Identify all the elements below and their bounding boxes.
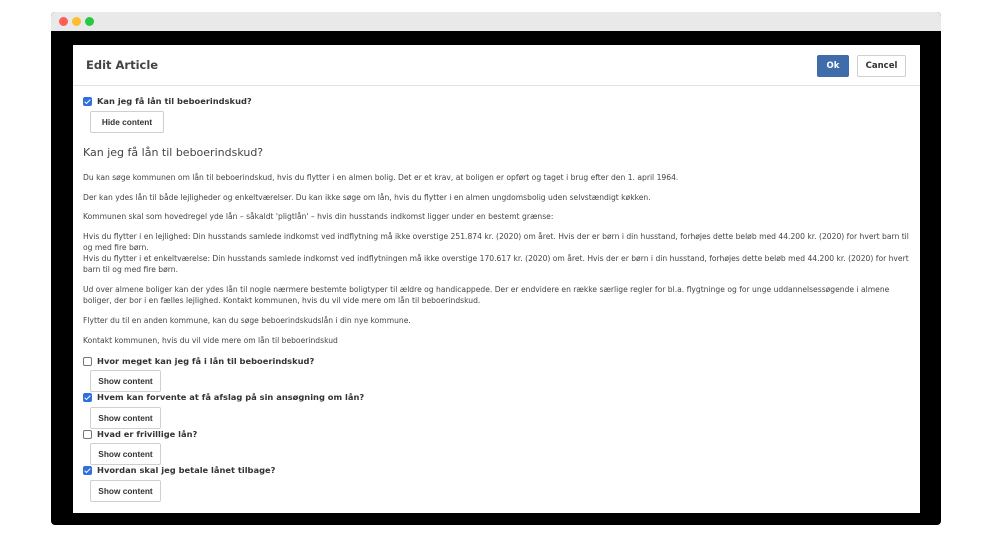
content-heading: Kan jeg få lån til beboerindskud? bbox=[83, 146, 264, 159]
content-paragraph: Ud over almene boliger kan der ydes lån til nogle nærmere bestemte boligtyper til ældre og handicappede. Der er endvidere en række særlige regler for bl.a. flygtninge og for unge uddannelsessøgende i almene boliger, der bor i en fælles lejlighed. Kontakt kommunen, hvis du vil vide mere om lån til beboerindskud. bbox=[83, 285, 890, 305]
section-question: Kan jeg få lån til beboerindskud? bbox=[97, 96, 252, 106]
section-checkbox[interactable] bbox=[83, 466, 92, 475]
section-toggle-5[interactable] bbox=[83, 464, 275, 476]
dialog-title: Edit Article bbox=[86, 58, 159, 72]
content-paragraph: Der kan ydes lån til både lejligheder og enkeltværelser. Du kan ikke søge om lån, hvis du flytter i en almen ungdomsbolig uden selvstændigt køkken. bbox=[83, 193, 651, 202]
cancel-button[interactable]: Cancel bbox=[857, 55, 906, 77]
section-toggle-1[interactable] bbox=[83, 95, 252, 107]
maximize-window-icon[interactable] bbox=[85, 17, 94, 26]
minimize-window-icon[interactable] bbox=[72, 17, 81, 26]
content-paragraph: Hvis du flytter i et enkeltværelse: Din husstands samlede indkomst ved indflytningen må ikke overstige 170.617 kr. (2020) om året. Hvis der er børn i din husstand, forhøjes dette beløb med 44.200 kr. (2020) for hvert barn til og med fire børn. bbox=[83, 254, 909, 274]
dialog-body bbox=[73, 86, 920, 513]
ok-button[interactable]: Ok bbox=[817, 55, 849, 77]
browser-window bbox=[51, 12, 941, 525]
content-paragraph: Du kan søge kommunen om lån til beboerindskud, hvis du flytter i en almen bolig. Det er et krav, at boligen er opført og taget i brug efter den 1. april 1964. bbox=[83, 173, 679, 182]
section-checkbox[interactable] bbox=[83, 430, 92, 439]
close-window-icon[interactable] bbox=[59, 17, 68, 26]
dialog-header bbox=[73, 45, 920, 86]
show-content-button[interactable]: Show content bbox=[90, 370, 161, 392]
window-titlebar bbox=[51, 12, 941, 31]
show-content-button[interactable]: Show content bbox=[90, 443, 161, 465]
section-question: Hvad er frivillige lån? bbox=[97, 429, 198, 439]
section-toggle-3[interactable] bbox=[83, 391, 364, 403]
section-toggle-4[interactable] bbox=[83, 428, 197, 440]
content-paragraph: Flytter du til en anden kommune, kan du søge beboerindskudslån i din nye kommune. bbox=[83, 316, 411, 325]
section-question: Hvem kan forvente at få afslag på sin ansøgning om lån? bbox=[97, 392, 365, 402]
section-checkbox[interactable] bbox=[83, 357, 92, 366]
content-paragraph: Hvis du flytter i en lejlighed: Din husstands samlede indkomst ved indflytning må ikke overstige 251.874 kr. (2020) om året. Hvis der er børn i din husstand, forhøjes dette beløb med 44.200 kr. (2020) for hvert barn til og med fire børn. bbox=[83, 232, 909, 252]
content-paragraph: Kontakt kommunen, hvis du vil vide mere om lån til beboerindskud bbox=[83, 336, 338, 345]
hide-content-button[interactable]: Hide content bbox=[90, 111, 164, 133]
section-toggle-2[interactable] bbox=[83, 355, 314, 367]
content-paragraph: Kommunen skal som hovedregel yde lån – såkaldt 'pligtlån' – hvis din husstands indkomst ligger under en bestemt grænse: bbox=[83, 212, 554, 221]
section-checkbox[interactable] bbox=[83, 393, 92, 402]
show-content-button[interactable]: Show content bbox=[90, 407, 161, 429]
section-checkbox[interactable] bbox=[83, 97, 92, 106]
show-content-button[interactable]: Show content bbox=[90, 480, 161, 502]
section-question: Hvordan skal jeg betale lånet tilbage? bbox=[97, 465, 276, 475]
edit-article-dialog bbox=[73, 45, 920, 513]
section-question: Hvor meget kan jeg få i lån til beboerindskud? bbox=[97, 356, 315, 366]
